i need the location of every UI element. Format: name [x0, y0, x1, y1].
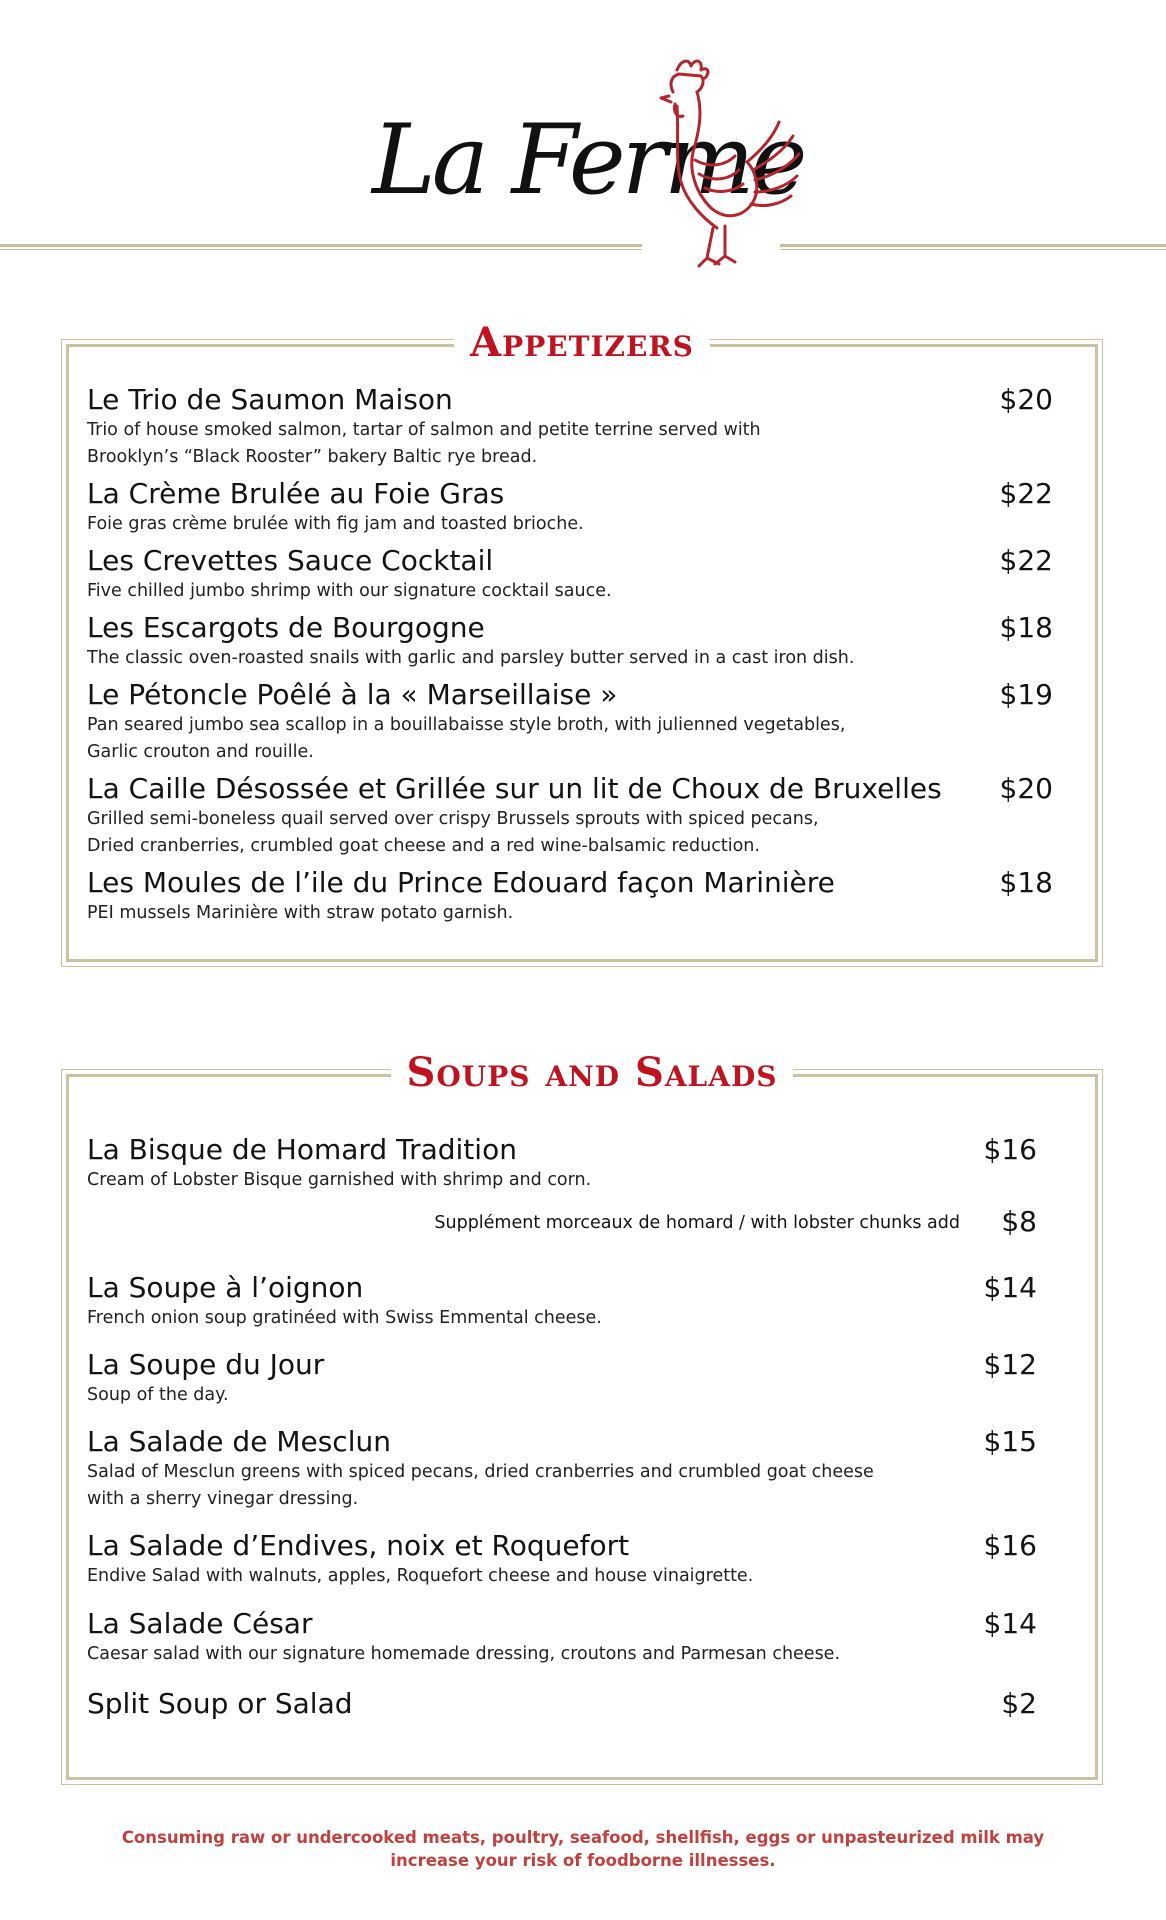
item-price: $18: [999, 866, 1053, 899]
item-name: La Soupe à l’oignon: [87, 1271, 364, 1304]
item-name: Le Trio de Saumon Maison: [87, 383, 453, 416]
item-price: $16: [983, 1133, 1037, 1166]
menu-item: [87, 772, 1095, 860]
item-description: The classic oven-roasted snails with garlic and parsley butter served in a cast iron dish.: [87, 648, 855, 668]
disclaimer-line: Consuming raw or undercooked meats, poultry, seafood, shellfish, eggs or unpasteurized milk may: [121, 1828, 1045, 1847]
header-rule-right: [780, 244, 1166, 250]
item-description: Trio of house smoked salmon, tartar of salmon and petite terrine served with: [87, 420, 761, 440]
disclaimer-line: increase your risk of foodborne illnesses.: [390, 1851, 776, 1870]
soups-salads-panel: [66, 1049, 1098, 1780]
item-name: Les Moules de l’ile du Prince Edouard façon Marinière: [87, 866, 835, 899]
menu-item: [87, 1348, 1095, 1409]
item-name: La Crème Brulée au Foie Gras: [87, 477, 505, 510]
item-description: French onion soup gratinéed with Swiss Emmental cheese.: [87, 1308, 602, 1328]
item-name: Les Crevettes Sauce Cocktail: [87, 544, 494, 577]
item-description: Caesar salad with our signature homemade dressing, croutons and Parmesan cheese.: [87, 1644, 841, 1664]
item-description: Cream of Lobster Bisque garnished with shrimp and corn.: [87, 1170, 592, 1190]
menu-item: [87, 611, 1095, 672]
item-description: with a sherry vinegar dressing.: [87, 1489, 359, 1509]
menu-item: [87, 866, 1095, 927]
menu-item: [87, 1529, 1095, 1590]
menu-item: [87, 1271, 1095, 1332]
item-price: $2: [1001, 1687, 1037, 1720]
item-name: La Bisque de Homard Tradition: [87, 1133, 517, 1166]
rooster-logo-icon: [655, 52, 805, 272]
soups-salads-title: Soups and Salads: [69, 1049, 1095, 1096]
item-price: $20: [999, 383, 1053, 416]
item-description: Salad of Mesclun greens with spiced pecans, dried cranberries and crumbled goat cheese: [87, 1462, 874, 1482]
item-name: La Caille Désossée et Grillée sur un lit de Choux de Bruxelles: [87, 772, 942, 805]
item-description: Soup of the day.: [87, 1385, 229, 1405]
item-name: La Salade d’Endives, noix et Roquefort: [87, 1529, 630, 1562]
item-price: $22: [999, 477, 1053, 510]
item-price: $18: [999, 611, 1053, 644]
item-price: $14: [983, 1607, 1037, 1640]
supplement-text: Supplément morceaux de homard / with lobster chunks add: [434, 1213, 960, 1233]
item-description: Brooklyn’s “Black Rooster” bakery Baltic rye bread.: [87, 447, 538, 467]
item-description: Five chilled jumbo shrimp with our signature cocktail sauce.: [87, 581, 612, 601]
logo-text: La Ferme: [372, 104, 804, 216]
menu-item: [87, 383, 1095, 471]
item-price: $16: [983, 1529, 1037, 1562]
item-price: $12: [983, 1348, 1037, 1381]
item-name: La Soupe du Jour: [87, 1348, 325, 1381]
item-price: $20: [999, 772, 1053, 805]
item-name: La Salade de Mesclun: [87, 1425, 391, 1458]
item-price: $15: [983, 1425, 1037, 1458]
item-price: $14: [983, 1271, 1037, 1304]
item-name: Les Escargots de Bourgogne: [87, 611, 485, 644]
menu-item: [87, 477, 1095, 538]
item-price: $19: [999, 678, 1053, 711]
item-description: PEI mussels Marinière with straw potato garnish.: [87, 903, 514, 923]
menu-item: [87, 1133, 1095, 1194]
item-description: Garlic crouton and rouille.: [87, 742, 314, 762]
menu-item: [87, 678, 1095, 766]
appetizers-panel: [66, 319, 1098, 962]
item-name: Le Pétoncle Poêlé à la « Marseillaise »: [87, 678, 618, 711]
item-description: Foie gras crème brulée with fig jam and toasted brioche.: [87, 514, 584, 534]
foodborne-disclaimer: [120, 1826, 1046, 1872]
appetizers-title: Appetizers: [69, 319, 1095, 366]
item-description: Dried cranberries, crumbled goat cheese and a red wine-balsamic reduction.: [87, 836, 760, 856]
item-description: Pan seared jumbo sea scallop in a bouillabaisse style broth, with julienned vegetables,: [87, 715, 846, 735]
menu-item: [87, 1425, 1095, 1513]
supplement-price: $8: [1001, 1205, 1037, 1238]
menu-header: [0, 0, 1166, 280]
item-name: Split Soup or Salad: [87, 1687, 353, 1720]
header-rule-left: [0, 244, 642, 250]
menu-item: [87, 1687, 1095, 1721]
item-price: $22: [999, 544, 1053, 577]
menu-item: [87, 1607, 1095, 1668]
item-description: Grilled semi-boneless quail served over crispy Brussels sprouts with spiced pecans,: [87, 809, 819, 829]
menu-item: [87, 544, 1095, 605]
item-description: Endive Salad with walnuts, apples, Roquefort cheese and house vinaigrette.: [87, 1566, 754, 1586]
item-name: La Salade César: [87, 1607, 313, 1640]
